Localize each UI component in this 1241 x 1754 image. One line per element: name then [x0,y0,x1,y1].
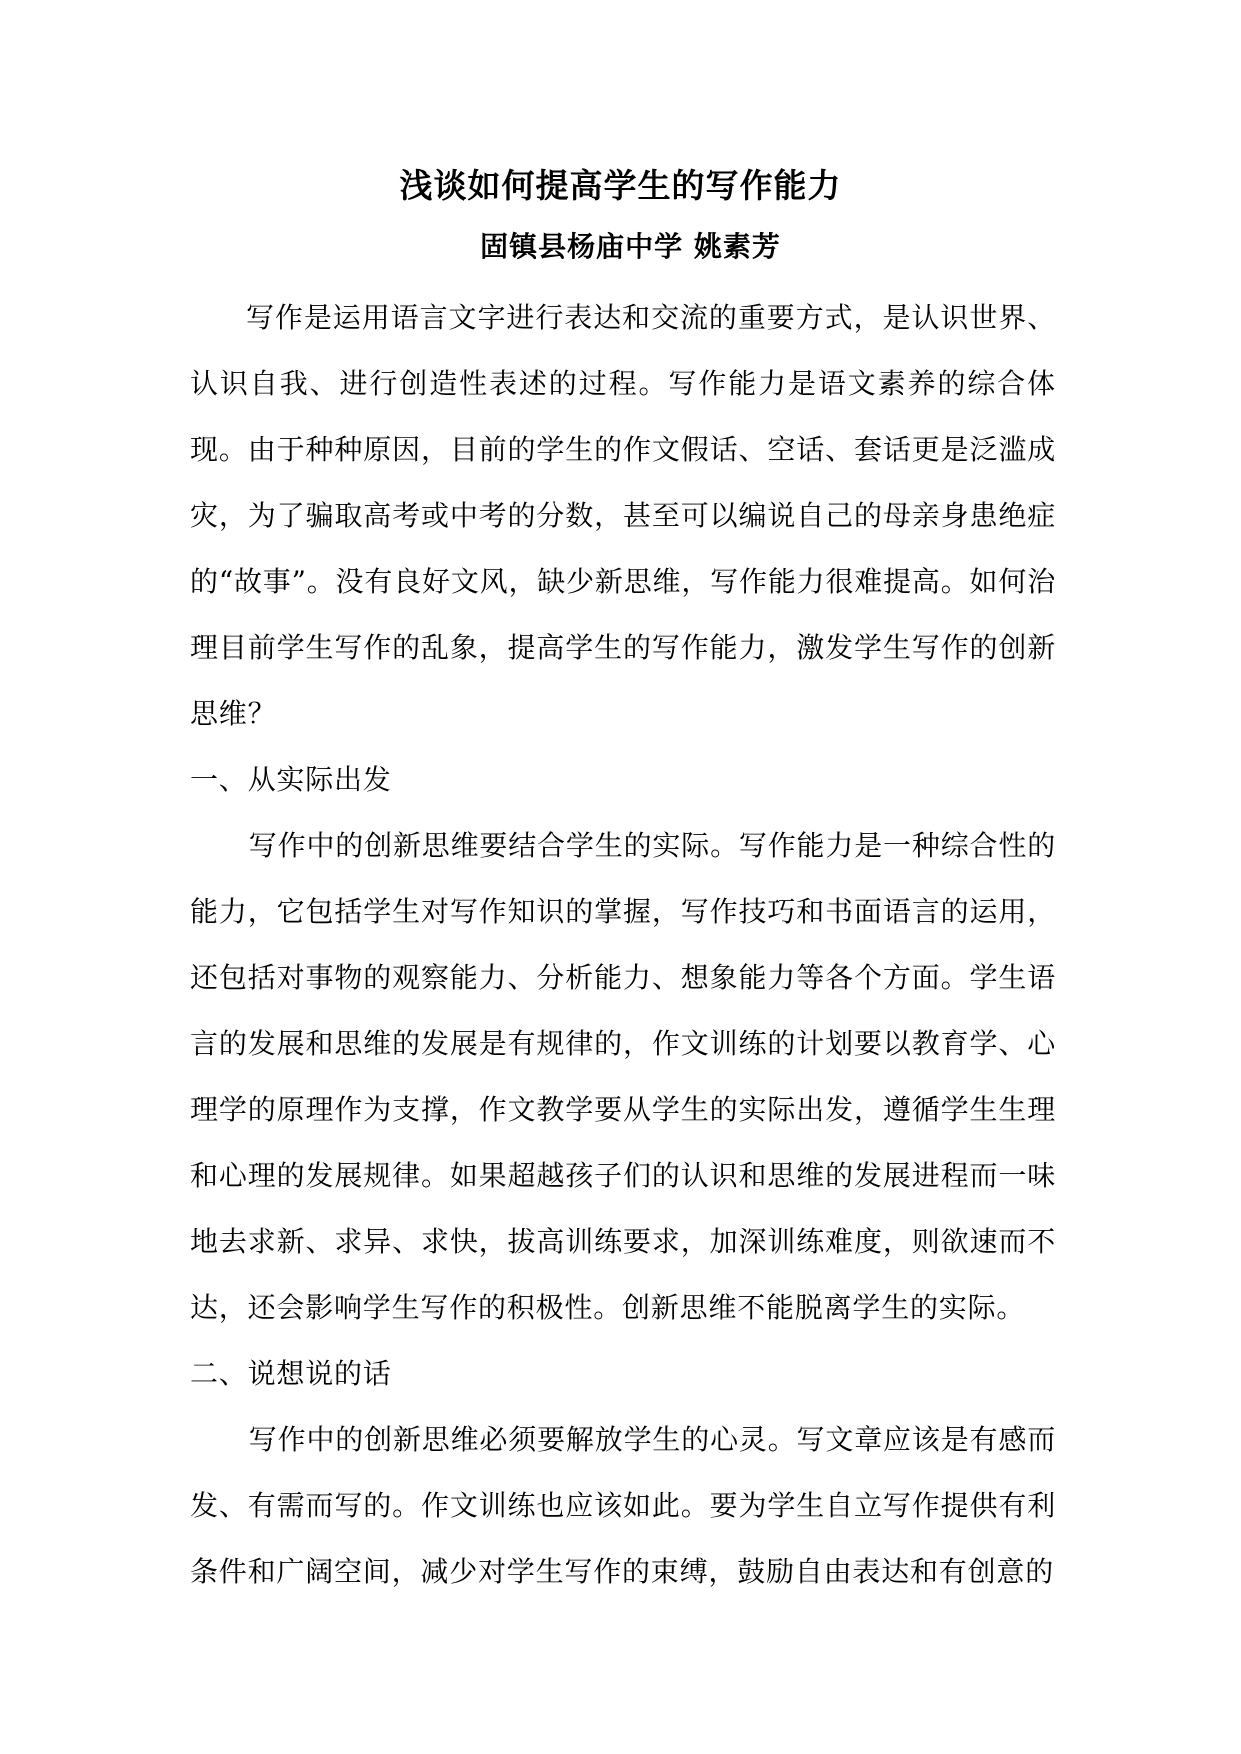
paragraph-section-2: 写作中的创新思维必须要解放学生的心灵。写文章应该是有感而发、有需而写的。作文训练也应该如此。要为学生自立写作提供有利条件和广阔空间，减少对学生写作的束缚，鼓励自由表达和有创意的 [190,1423,1056,1588]
paragraph-intro: 写作是运用语言文字进行表达和交流的重要方式，是认识世界、认识自我、进行创造性表述的过程。写作能力是语文素养的综合体现。由于种种原因，目前的学生的作文假话、空话、套话更是泛滥成灾，为了骗取高考或中考的分数，甚至可以编说自己的母亲身患绝症的“故事”。没有良好文风，缺少新思维，写作能力很难提高。如何治理目前学生写作的乱象，提高学生的写作能力，激发学生写作的创新思维？ [190,301,1056,730]
document-body [190,285,1056,1605]
document-title: 浅谈如何提高学生的写作能力 [399,166,842,205]
section-heading-1: 一、从实际出发 [190,763,392,796]
paragraph-section-1: 写作中的创新思维要结合学生的实际。写作能力是一种综合性的能力，它包括学生对写作知识的掌握，写作技巧和书面语言的运用，还包括对事物的观察能力、分析能力、想象能力等各个方面。学生语言的发展和思维的发展是有规律的，作文训练的计划要以教育学、心理学的原理作为支撑，作文教学要从学生的实际出发，遵循学生生理和心理的发展规律。如果超越孩子们的认识和思维的发展进程而一味地去求新、求异、求快，拔高训练要求，加深训练难度，则欲速而不达，还会影响学生写作的积极性。创新思维不能脱离学生的实际。 [190,829,1056,1324]
section-heading-2: 二、说想说的话 [190,1357,392,1390]
author-line: 固镇县杨庙中学 姚素芳 [480,230,781,263]
